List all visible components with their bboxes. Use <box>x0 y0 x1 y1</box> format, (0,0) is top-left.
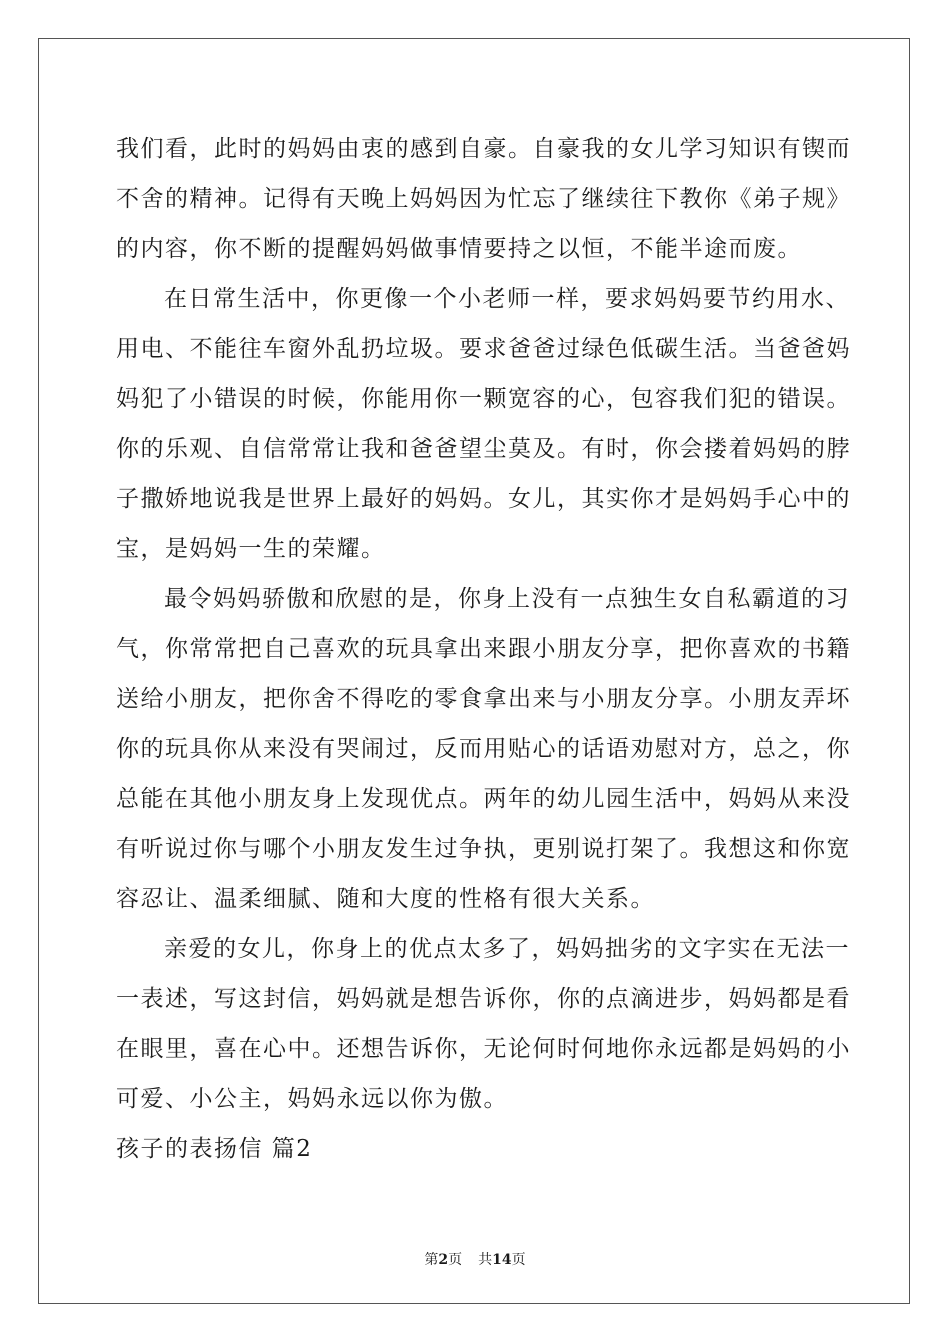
footer-total-prefix: 共 <box>478 1252 493 1268</box>
text-line: 我们看，此时的妈妈由衷的感到自豪。自豪我的女儿学习知识有锲而 <box>116 136 851 162</box>
text-line: 的内容，你不断的提醒妈妈做事情要持之以恒，不能半途而废。 <box>116 236 802 262</box>
text-line: 用电、不能往车窗外乱扔垃圾。要求爸爸过绿色低碳生活。当爸爸妈 <box>116 336 851 362</box>
paragraph-start-line: 最令妈妈骄傲和欣慰的是，你身上没有一点独生女自私霸道的习 <box>164 586 850 612</box>
paragraph-start-line: 亲爱的女儿，你身上的优点太多了，妈妈拙劣的文字实在无法一 <box>164 936 850 962</box>
text-line: 在眼里，喜在心中。还想告诉你，无论何时何地你永远都是妈妈的小 <box>116 1036 851 1062</box>
footer-total-suffix: 页 <box>511 1252 526 1268</box>
text-line: 子撒娇地说我是世界上最好的妈妈。女儿，其实你才是妈妈手心中的 <box>116 486 851 512</box>
footer-page-number: 2 <box>438 1252 449 1268</box>
text-line: 宝，是妈妈一生的荣耀。 <box>116 536 386 562</box>
text-line: 你的乐观、自信常常让我和爸爸望尘莫及。有时，你会搂着妈妈的脖 <box>116 436 851 462</box>
text-line: 一表述，写这封信，妈妈就是想告诉你，你的点滴进步，妈妈都是看 <box>116 986 851 1012</box>
text-line: 妈犯了小错误的时候，你能用你一颗宽容的心，包容我们犯的错误。 <box>116 386 851 412</box>
section-heading: 孩子的表扬信 篇2 <box>116 1136 313 1162</box>
text-line: 不舍的精神。记得有天晚上妈妈因为忙忘了继续往下教你《弟子规》 <box>116 186 851 212</box>
text-line: 有听说过你与哪个小朋友发生过争执，更别说打架了。我想这和你宽 <box>116 836 851 862</box>
page-footer <box>0 1249 950 1269</box>
text-line: 容忍让、温柔细腻、随和大度的性格有很大关系。 <box>116 886 655 912</box>
text-line: 你的玩具你从来没有哭闹过，反而用贴心的话语劝慰对方，总之，你 <box>116 736 851 762</box>
footer-total-pages: 14 <box>492 1252 512 1268</box>
text-line: 气，你常常把自己喜欢的玩具拿出来跟小朋友分享，把你喜欢的书籍 <box>116 636 851 662</box>
text-line: 总能在其他小朋友身上发现优点。两年的幼儿园生活中，妈妈从来没 <box>116 786 851 812</box>
text-line: 送给小朋友，把你舍不得吃的零食拿出来与小朋友分享。小朋友弄坏 <box>116 686 851 712</box>
text-line: 可爱、小公主，妈妈永远以你为傲。 <box>116 1086 508 1112</box>
footer-page-suffix: 页 <box>448 1252 463 1268</box>
footer-page-prefix: 第 <box>424 1252 439 1268</box>
document-body <box>116 124 851 1174</box>
paragraph-start-line: 在日常生活中，你更像一个小老师一样，要求妈妈要节约用水、 <box>164 286 850 312</box>
